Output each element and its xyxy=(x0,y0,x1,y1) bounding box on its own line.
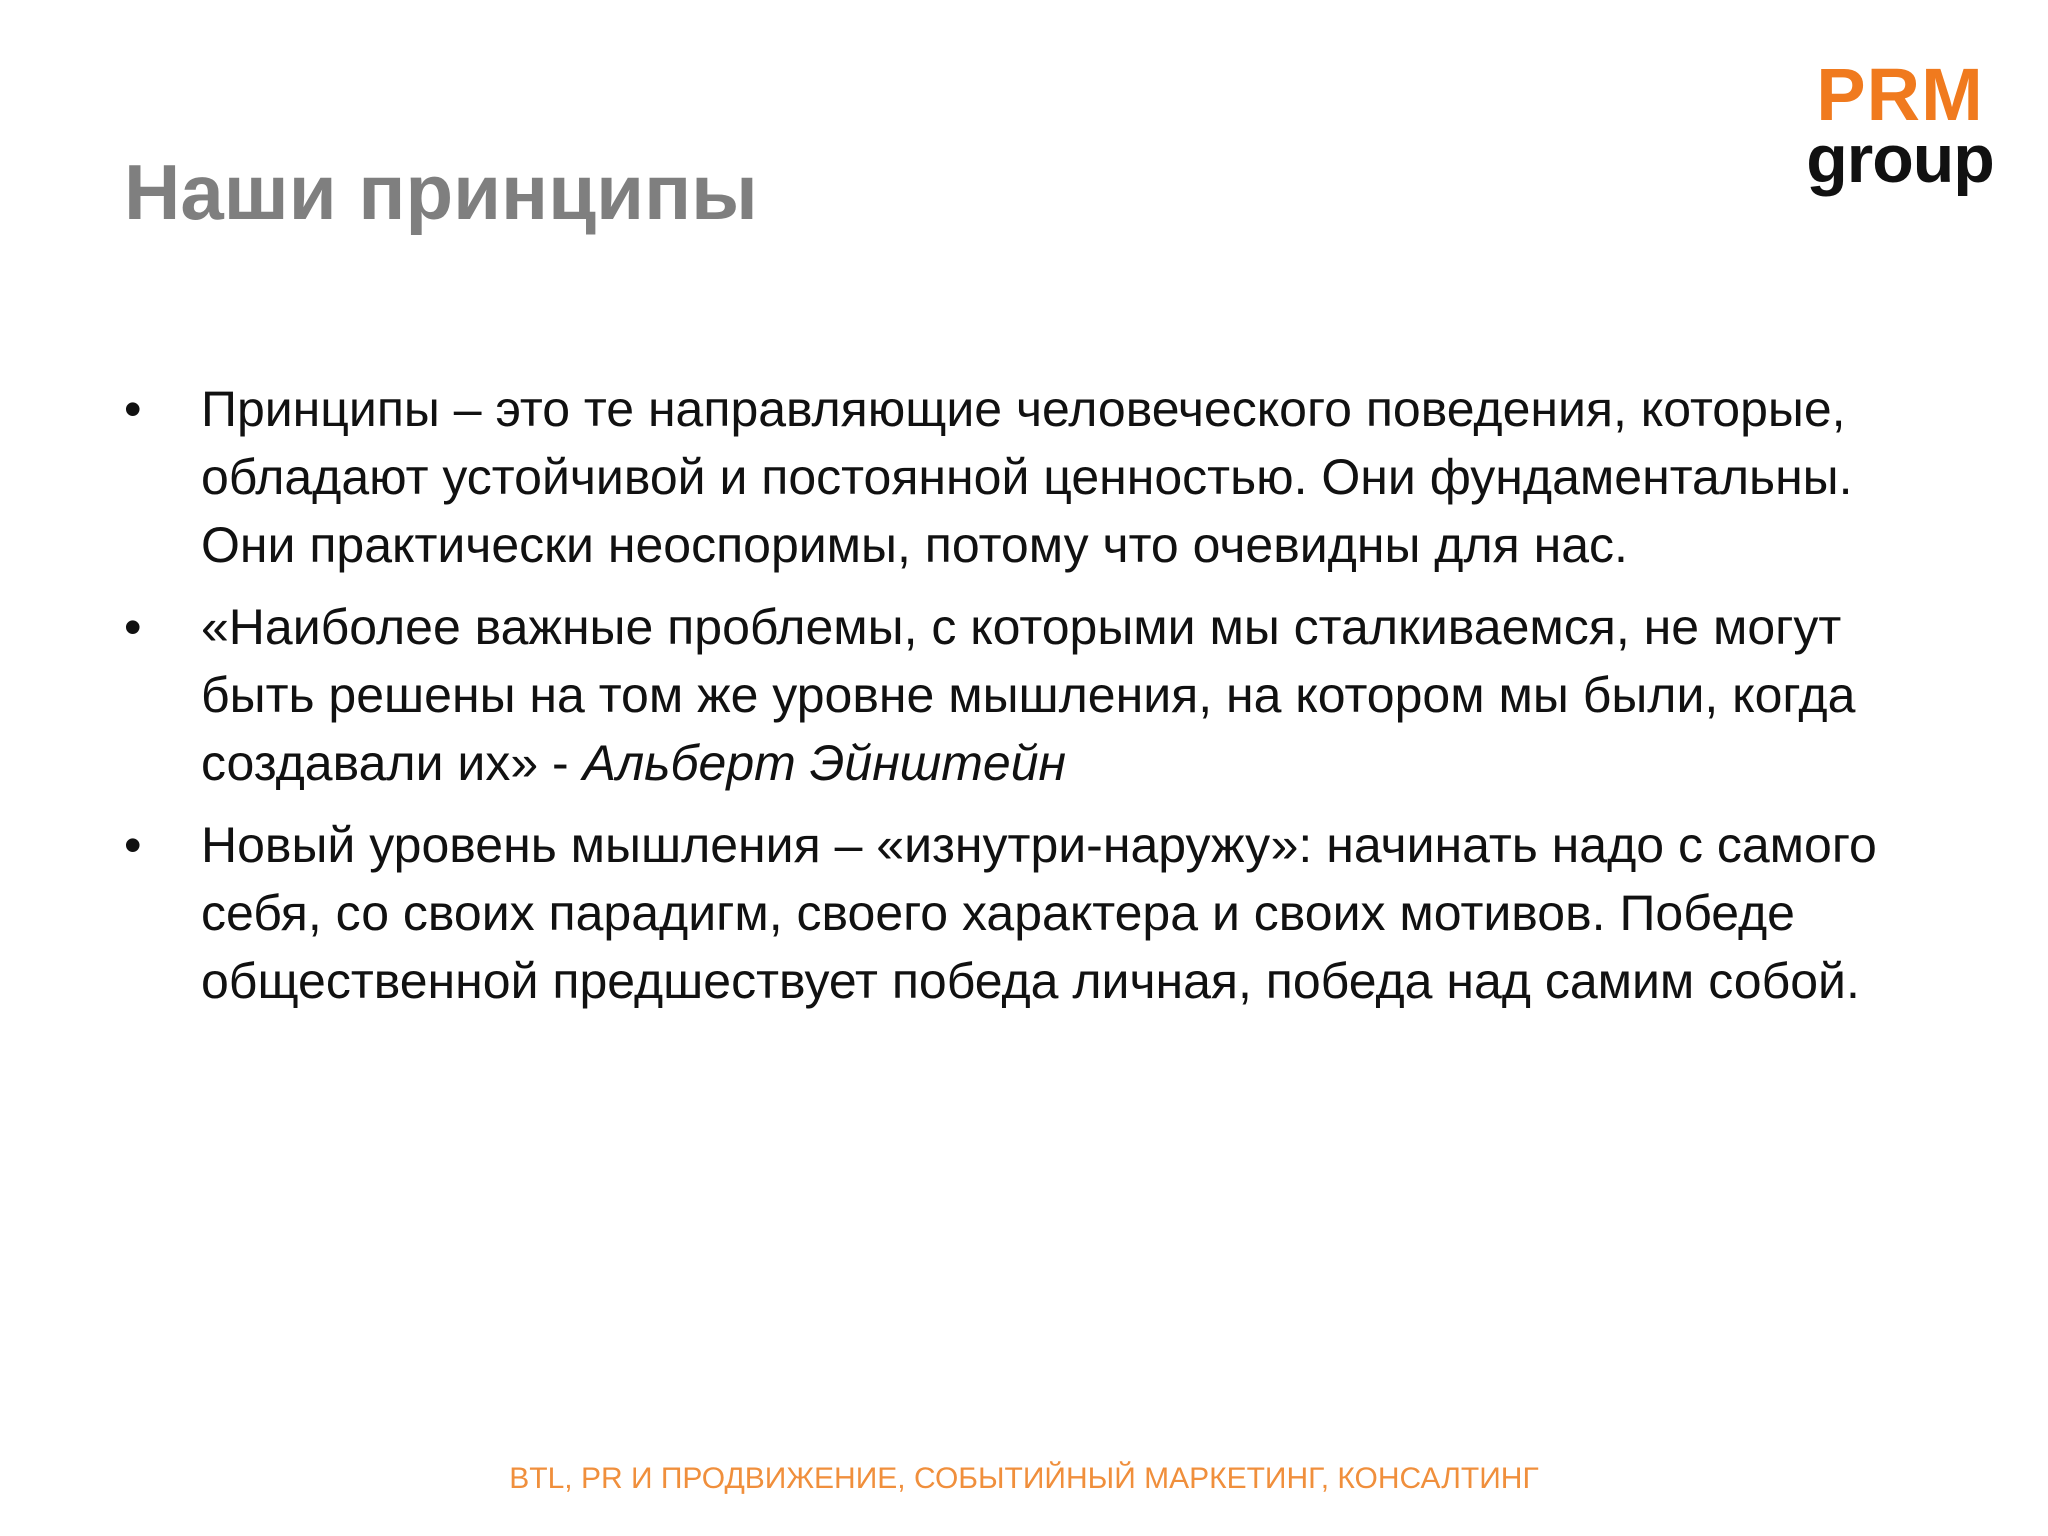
quote-text: «Наиболее важные проблемы, с которыми мы сталкиваемся, не могут быть решены на том же уровне мышления, на котором мы были, когда создавали их» - xyxy=(201,599,1856,791)
bullet-item-quote xyxy=(124,593,1944,797)
bullet-icon: • xyxy=(124,817,142,873)
bullet-item-principles xyxy=(124,375,1944,579)
bullet-icon: • xyxy=(124,599,142,655)
bullet-list xyxy=(124,375,1944,1029)
bullet-icon: • xyxy=(124,381,142,437)
slide-title: Наши принципы xyxy=(124,148,758,236)
logo-text-group: group xyxy=(1806,120,1994,197)
bullet-text: Принципы – это те направляющие человеческого поведения, которые, обладают устойчивой и постоянной ценностью. Они фундаментальны. Они практически неоспоримы, потому что очевидны для нас. xyxy=(201,381,1853,573)
bullet-text: Новый уровень мышления – «изнутри-наружу»: начинать надо с самого себя, со своих парадигм, своего характера и своих мотивов. Победе общественной предшествует победа личная, победа над самим собой. xyxy=(201,817,1877,1009)
quote-author: Альберт Эйнштейн xyxy=(582,735,1067,791)
bullet-item-new-thinking xyxy=(124,811,1944,1015)
footer-tagline: BTL, PR И ПРОДВИЖЕНИЕ, СОБЫТИЙНЫЙ МАРКЕТИНГ, КОНСАЛТИНГ xyxy=(509,1462,1539,1495)
logo-text-prm: PRM xyxy=(1816,53,1984,136)
prm-group-logo xyxy=(1800,53,2000,197)
